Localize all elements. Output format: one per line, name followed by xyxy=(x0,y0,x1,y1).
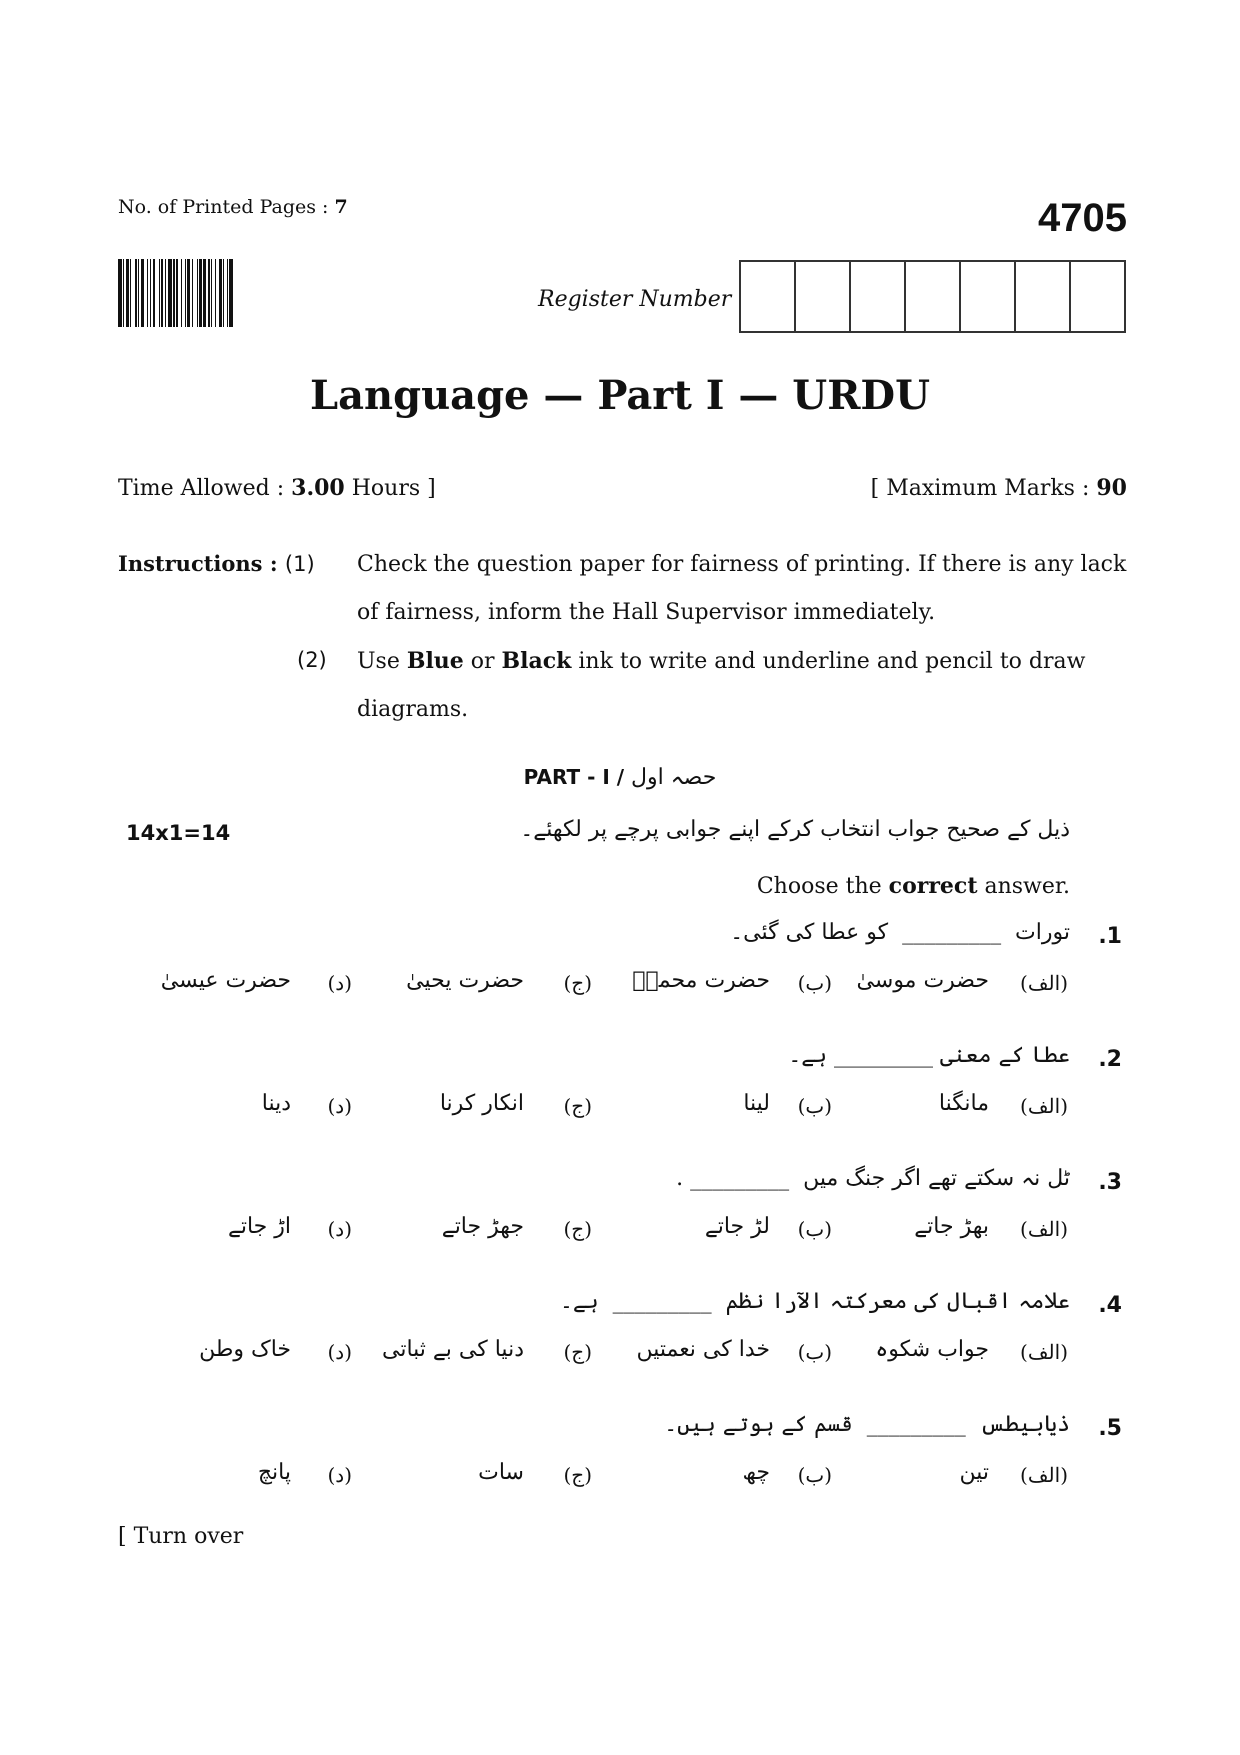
question-number: .5 xyxy=(1098,1416,1122,1441)
printed-pages-count: No. of Printed Pages : 7 xyxy=(118,196,348,218)
option-text: انکار کرنا xyxy=(439,1091,524,1116)
option-label: (ج) xyxy=(563,971,592,995)
option-text: چھ xyxy=(742,1460,770,1485)
choose-correct-answer: Choose the correct answer. xyxy=(756,873,1070,899)
register-digit-box[interactable] xyxy=(796,262,851,331)
question-text: عطا کے معنی _________ ہے۔ xyxy=(788,1043,1070,1068)
urdu-instruction: ذیل کے صحیح جواب انتخاب کرکے اپنے جوابی پرچے پر لکھئے۔ xyxy=(520,817,1070,842)
option-label: (الف) xyxy=(1020,1463,1068,1487)
option-label: (ج) xyxy=(563,1217,592,1241)
register-number-label: Register Number xyxy=(538,287,732,312)
option-text: حضرت یحییٰ xyxy=(406,968,524,993)
instructions-label: Instructions : (1) xyxy=(118,551,315,576)
register-digit-box[interactable] xyxy=(851,262,906,331)
option-label: (د) xyxy=(327,1463,352,1487)
paper-code: 4705 xyxy=(1038,196,1127,240)
option-label: (ج) xyxy=(563,1463,592,1487)
option-label: (د) xyxy=(327,1094,352,1118)
option-label: (ب) xyxy=(797,1094,832,1118)
option-text: خاک وطن xyxy=(199,1337,291,1362)
option-label: (د) xyxy=(327,1217,352,1241)
question-number: .2 xyxy=(1098,1047,1122,1072)
option-text: سات xyxy=(478,1460,524,1485)
question-number: .1 xyxy=(1098,924,1122,949)
option-text: حضرت محمدؐ xyxy=(632,968,770,993)
option-label: (د) xyxy=(327,1340,352,1364)
option-label: (الف) xyxy=(1020,1340,1068,1364)
option-text: حضرت موسیٰ xyxy=(856,968,989,993)
question-number: .3 xyxy=(1098,1170,1122,1195)
option-text: دینا xyxy=(261,1091,291,1116)
option-label: (ج) xyxy=(563,1094,592,1118)
option-text: حضرت عیسیٰ xyxy=(160,968,291,993)
option-label: (ب) xyxy=(797,1463,832,1487)
register-digit-box[interactable] xyxy=(741,262,796,331)
option-text: تین xyxy=(959,1460,989,1485)
time-allowed: Time Allowed : 3.00 Hours ] xyxy=(118,475,436,501)
turn-over-note: [ Turn over xyxy=(118,1524,244,1549)
option-text: لڑ جاتے xyxy=(704,1214,770,1239)
option-label: (ب) xyxy=(797,971,832,995)
option-label: (ب) xyxy=(797,1340,832,1364)
register-digit-box[interactable] xyxy=(1071,262,1124,331)
barcode-image xyxy=(118,259,328,327)
option-text: جواب شکوہ xyxy=(875,1337,989,1362)
question-text: ذیابیطس _________ قسم کے ہوتے ہیں۔ xyxy=(664,1412,1070,1437)
option-label: (د) xyxy=(327,971,352,995)
question-number: .4 xyxy=(1098,1293,1122,1318)
register-digit-box[interactable] xyxy=(906,262,961,331)
marks-scheme: 14x1=14 xyxy=(126,821,231,845)
instruction-2-text: Use Blue or Black ink to write and underline and pencil to draw diagrams. xyxy=(357,648,1086,722)
register-digit-box[interactable] xyxy=(961,262,1016,331)
register-number-boxes[interactable] xyxy=(739,260,1126,333)
option-text: جھڑ جاتے xyxy=(441,1214,524,1239)
register-digit-box[interactable] xyxy=(1016,262,1071,331)
option-text: پانچ xyxy=(257,1460,291,1485)
option-label: (الف) xyxy=(1020,1094,1068,1118)
question-text: علامہ اقبال کی معرکتہ الآرا نظم _________ ہے۔ xyxy=(560,1289,1070,1314)
instruction-1-text: Check the question paper for fairness of printing. If there is any lack of fairness, inform the Hall Supervisor immediately. xyxy=(357,552,1127,625)
question-text: تورات _________ کو عطا کی گئی۔ xyxy=(730,920,1070,945)
option-text: خدا کی نعمتیں xyxy=(636,1337,770,1362)
option-label: (ب) xyxy=(797,1217,832,1241)
option-label: (الف) xyxy=(1020,971,1068,995)
option-text: اڑ جاتے xyxy=(227,1214,291,1239)
instruction-2-number: (2) xyxy=(297,648,327,672)
option-text: دنیا کی بے ثباتی xyxy=(382,1337,524,1362)
option-text: لینا xyxy=(743,1091,770,1116)
option-text: مانگنا xyxy=(938,1091,989,1116)
option-label: (الف) xyxy=(1020,1217,1068,1241)
question-text: ٹل نہ سکتے تھے اگر جنگ میں _________ . xyxy=(676,1166,1070,1191)
option-text: بھڑ جاتے xyxy=(914,1214,989,1239)
option-label: (ج) xyxy=(563,1340,592,1364)
exam-title: Language — Part I — URDU xyxy=(309,372,931,419)
maximum-marks: [ Maximum Marks : 90 xyxy=(870,475,1127,501)
part-heading: PART - I / حصہ اول xyxy=(523,765,717,790)
